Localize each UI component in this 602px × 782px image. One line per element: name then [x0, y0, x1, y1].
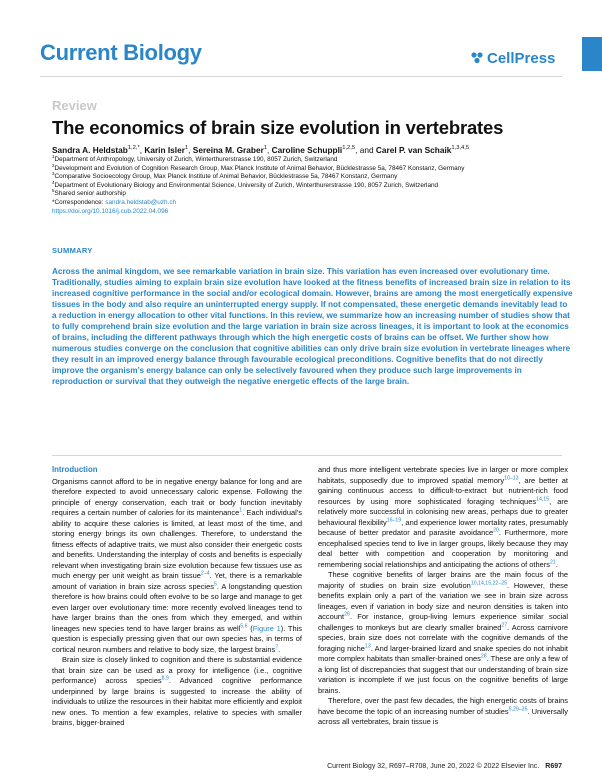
- body-column-right: [318, 465, 568, 728]
- body-column-left: [52, 465, 302, 729]
- journal-header: [0, 0, 602, 78]
- affiliations: [52, 153, 572, 216]
- paragraph: Therefore, over the past few decades, the high energetic costs of brains have become the topic of an increasing number of studies$^{5,29-35}$. Universally across all vertebrates, brain tissue is: [318, 696, 568, 726]
- paragraph: and thus more intelligent vertebrate species live in larger or more complex habitats, supposedly due to improved spatial memory$^{10-13}$, are better at gaining continuous access to difficult-to-extract but nutrient-rich food resources by using more sophisticated foraging techniques$^{14,15}$, are relatively more successful in colonising new areas, perhaps due to greater behavioural flexibility$^{16-19}$, and experience lower mortality rates, presumably because of better predator and parasite avoidance$^{20}$. Furthermore, more encephalised species tend to live in larger groups, likely because they may deal better with competition and cooperation by monitoring and remembering social relationships and anticipating the actions of others$^{21}$.: [318, 465, 568, 569]
- affiliation: $^3$Comparative Socioecology Group, Max Planck Institute of Animal Behavior, Bücklestrasse 5a, 78467 Konstanz, Germany: [52, 171, 398, 181]
- citation-ref[interactable]: 16–19: [386, 517, 402, 524]
- figure-link[interactable]: Figure 1: [252, 623, 281, 633]
- correspondence-email-link[interactable]: sandra.heldstab@uzh.ch: [105, 198, 177, 206]
- summary-text: Across the animal kingdom, we see remarkable variation in brain size. This variation has even increased over evolutionary time. Traditionally, studies aiming to explain brain size evolution have looked at the fitness benefits of increased brain size in relation to its increased cognitive performance in the social and/or ecological domain. However, brains are among the most energetically expensive tissues in the body and also require an uninterrupted energy supply. If not compensated, these energetic demands inevitably lead to a reduction in energy allocation to other vital functions. In this review, we summarize how an increasing number of studies show that to fully comprehend brain size evolution and the large variation in brain size across lineages, it is important to look at the economics of brains, including the different pathways through which the high energetic costs of brains can be offset. We further show how numerous studies converge on the conclusion that cognitive abilities can only drive brain size evolution in vertebrate lineages where they result in an improved energy balance through favourable ecological preconditions. Cognitive benefits that do not directly improve the organism’s energy balance can only be selectively favoured when they produce such large improvements in reproduction or survival that they outweigh the negative energetic effects of the large brain.: [52, 267, 573, 386]
- footer-citation: Current Biology 32, R697–R708, June 20, 2022 © 2022 Elsevier Inc.: [327, 763, 540, 770]
- article-type: Review: [52, 98, 97, 113]
- page-footer: [327, 763, 562, 770]
- citation-ref[interactable]: 5: [213, 581, 217, 588]
- author-list: Sandra A. Heldstab$^{1,2,*}$, Karin Isler$^1$, Sereina M. Graber$^1$, Caroline Schuppli$^{1,2,5}$, and Carel P. van Schaik$^{1,3,4,5}$: [52, 145, 470, 155]
- summary-heading: SUMMARY: [52, 246, 93, 255]
- author[interactable]: Caroline Schuppli$^{1,2,5}$: [271, 145, 356, 155]
- paragraph: Brain size is closely linked to cognition and there is substantial evidence that brain size can be used as a proxy for intelligence (i.e., cognitive performance) across species$^{8,9}$. Advanced cognitive performance underpinned by large brains is suggested to increase the ability of individuals to utilize the resources in their habitat more efficiently and exploit new ones. To mention a few examples, relative to species with smaller brains, bigger-brained: [52, 655, 302, 727]
- citation-ref[interactable]: 21: [549, 559, 556, 566]
- citation-ref[interactable]: 8,9: [161, 675, 169, 682]
- affiliation: $^4$Department of Evolutionary Biology and Environmental Science, University of Zurich, Winterthurerstrasse 190, 8057 Zurich, Switzerland: [52, 179, 439, 189]
- author[interactable]: Carel P. van Schaik$^{1,3,4,5}$: [375, 145, 470, 155]
- citation-ref[interactable]: 26: [344, 611, 350, 618]
- paragraph: Organisms cannot afford to be in negative energy balance for long and are therefore expected to avoid unnecessary caloric expense. Following the principle of energy conservation, each trait or body function inevitably requires a certain number of calories for its maintenance$^1$. Each individual’s ability to acquire these calories is limited, at least most of the time, and storing energy brings its own challenges. Therefore, to understand the fitness effects of adaptive traits, we must also consider their energetic costs and benefits. Understanding the interplay of costs and benefits is especially relevant when investigating brain size evolution because few tissues use as much energy per unit weight as brain tissue$^{2-4}$. Yet, there is a remarkable amount of variation in brain size across species$^5$. A longstanding question therefore is how brains could often evolve to be so large and manage to get even larger over evolutionary time: more recently evolved lineages tend to have larger brains than the ones from which they emerged, and within lineages new species tend to have larger brains as well$^{5,6}$ (Figure 1). This question is especially pressing given that our own species has, in terms of cortical neuron numbers and relative to body size, the largest brains$^7$.: [52, 476, 302, 654]
- citation-ref[interactable]: 10,14,15,22–25: [470, 580, 507, 587]
- citation-ref[interactable]: 13: [364, 643, 371, 650]
- publisher-name: CellPress: [487, 50, 556, 67]
- citation-ref[interactable]: 28: [480, 653, 487, 660]
- citation-ref[interactable]: 10–13: [504, 475, 519, 482]
- article-title: The economics of brain size evolution in vertebrates: [52, 117, 504, 138]
- journal-name: Current Biology: [40, 40, 202, 65]
- affiliation: $^1$Department of Anthropology, University of Zurich, Winterthurerstrasse 190, 8057 Zurich, Switzerland: [52, 153, 338, 163]
- citation-ref[interactable]: 20: [493, 527, 499, 534]
- citation-ref[interactable]: 1: [239, 507, 243, 514]
- cellpress-logo-icon: [470, 52, 484, 64]
- doi-link[interactable]: https://doi.org/10.1016/j.cub.2022.04.096: [52, 207, 169, 215]
- author[interactable]: Sereina M. Graber$^1$: [192, 145, 268, 155]
- citation-ref[interactable]: 5,6: [240, 623, 248, 630]
- citation-ref[interactable]: 14,15: [536, 496, 550, 503]
- section-heading: Introduction: [52, 465, 98, 474]
- affiliation: $^5$Shared senior authorship: [52, 188, 126, 198]
- citation-ref[interactable]: 5,29–35: [508, 706, 528, 713]
- correspondence: *Correspondence: sandra.heldstab@uzh.ch: [52, 198, 177, 206]
- summary-divider: [52, 455, 562, 456]
- page-number: R697: [545, 763, 562, 770]
- citation-ref[interactable]: 7: [275, 644, 279, 651]
- citation-ref[interactable]: 27: [501, 622, 508, 629]
- author[interactable]: Sandra A. Heldstab$^{1,2,*}$: [52, 145, 140, 155]
- paragraph: These cognitive benefits of larger brains are the main focus of the majority of studies on brain size evolution$^{10,14,15,22-25}$. However, these benefits explain only a part of the variation we see in brain size across lineages, even if variation in body size and neuron densities is taken into account$^{26}$. For instance, group-living lemurs experience similar social challenges to monkeys but are clearly smaller brained$^{27}$. Across carnivore species, brain size does not correlate with the cognitive demands of the foraging niche$^{13}$. And larger-brained lizard and snake species do not inhabit more complex habitats than smaller-brained ones$^{28}$. These are only a few of a long list of discrepancies that suggest that our understanding of brain size variation is incomplete if we just focus on the cognitive benefits of large brains.: [318, 570, 568, 695]
- author[interactable]: Karin Isler$^1$: [144, 145, 189, 155]
- brand-tab: [582, 37, 602, 71]
- header-divider: [40, 76, 562, 77]
- affiliation: $^2$Development and Evolution of Cognition Research Group, Max Planck Institute of Animal Behavior, Bücklestrasse 5a, 78467 Konstanz, Germany: [52, 162, 465, 172]
- publisher-logo[interactable]: [470, 50, 555, 67]
- citation-ref[interactable]: 2–4: [200, 570, 210, 577]
